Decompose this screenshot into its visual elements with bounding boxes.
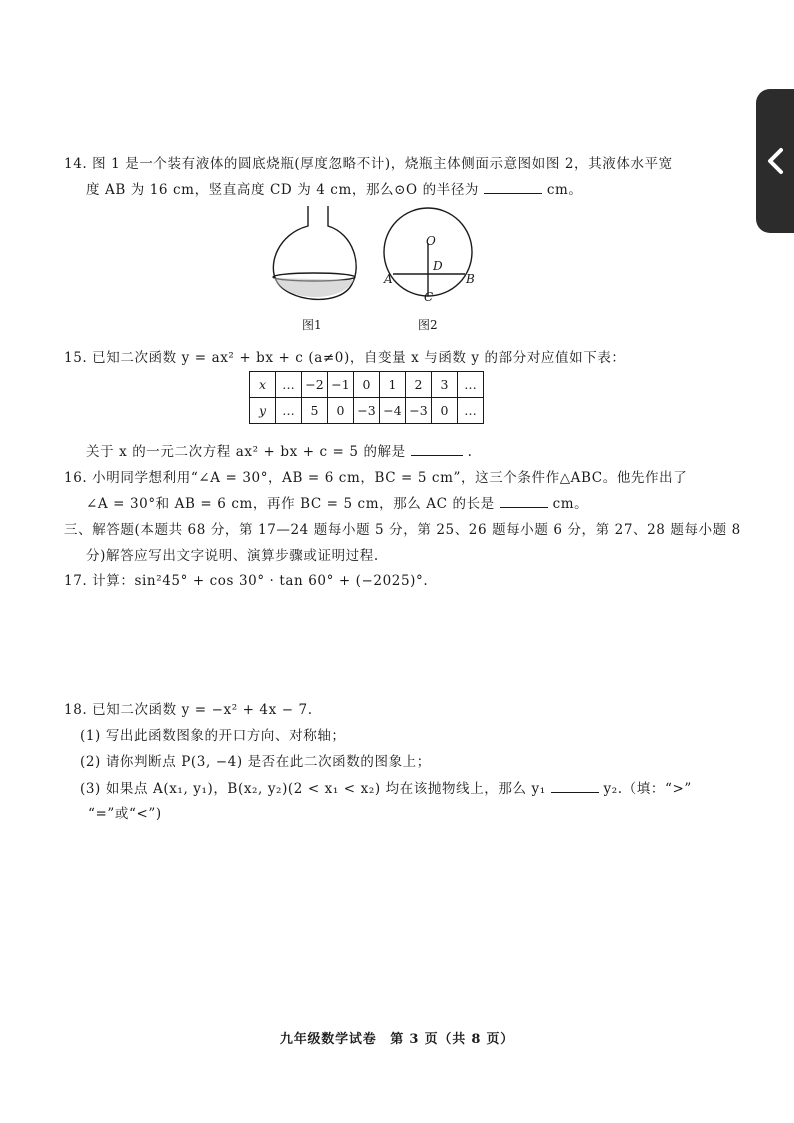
section3-heading: 三、解答题(本题共 68 分，第 17—24 题每小题 5 分，第 25、26 题每小题 6 分，第 27、28 题每小题 8 xyxy=(64,522,741,538)
table-cell: 0 xyxy=(354,372,380,398)
table-cell: … xyxy=(458,372,484,398)
point-a-label: A xyxy=(384,272,393,286)
q16-answer-blank xyxy=(500,495,548,508)
q18-answer-blank xyxy=(551,780,599,793)
table-cell: −1 xyxy=(328,372,354,398)
table-cell: x xyxy=(250,372,276,398)
table-row-x xyxy=(250,372,484,398)
table-cell: … xyxy=(458,398,484,424)
table-cell: … xyxy=(276,372,302,398)
q18-part3-line2: “=”或“<”) xyxy=(88,806,162,822)
q16-unit: cm。 xyxy=(552,496,589,512)
table-cell: −4 xyxy=(380,398,406,424)
table-cell: 1 xyxy=(380,372,406,398)
table-row-y xyxy=(250,398,484,424)
table-cell: −3 xyxy=(354,398,380,424)
q14-line1: 14. 图 1 是一个装有液体的圆底烧瓶(厚度忽略不计)，烧瓶主体侧面示意图如图 2，其液体水平宽 xyxy=(64,156,673,172)
q15-question-text: 关于 x 的一元二次方程 ax² + bx + c = 5 的解是 xyxy=(86,444,406,460)
q18-part2: (2) 请你判断点 P(3, −4) 是否在此二次函数的图象上； xyxy=(80,754,431,770)
q14-line2 xyxy=(86,178,583,198)
chevron-left-icon xyxy=(764,147,788,175)
q16-line2 xyxy=(86,492,588,512)
q18-part3 xyxy=(80,777,692,797)
q14-unit: cm。 xyxy=(546,182,583,198)
q17-text: 17. 计算：sin²45° + cos 30° · tan 60° + (−2025)°. xyxy=(64,573,429,589)
table-cell: 2 xyxy=(406,372,432,398)
table-cell: −2 xyxy=(302,372,328,398)
flask-figure xyxy=(273,206,356,299)
q14-line2-text: 度 AB 为 16 cm，竖直高度 CD 为 4 cm，那么⊙O 的半径为 xyxy=(86,182,480,198)
q15-question-end: . xyxy=(467,444,473,460)
q15-question xyxy=(86,440,472,460)
table-cell: 5 xyxy=(302,398,328,424)
q14-figures xyxy=(262,204,492,312)
q14-answer-blank xyxy=(484,181,542,194)
table-cell: −3 xyxy=(406,398,432,424)
table-cell: 0 xyxy=(432,398,458,424)
q15-value-table xyxy=(249,371,484,424)
table-cell: … xyxy=(276,398,302,424)
table-cell: 0 xyxy=(328,398,354,424)
q18-part1: (1) 写出此函数图象的开口方向、对称轴； xyxy=(80,728,346,744)
side-collapse-tab[interactable] xyxy=(756,89,794,233)
q18-part3-hint: y₂.（填：“>” xyxy=(603,781,692,797)
q18-intro: 18. 已知二次函数 y = −x² + 4x − 7. xyxy=(64,702,313,718)
page-footer: 九年级数学试卷 第 3 页（共 8 页） xyxy=(279,1032,515,1047)
q15-intro: 15. 已知二次函数 y = ax² + bx + c (a≠0)，自变量 x 与函数 y 的部分对应值如下表： xyxy=(64,350,626,366)
point-o-label: O xyxy=(426,234,436,248)
point-d-label: D xyxy=(433,259,443,273)
q16-line1: 16. 小明同学想利用“∠A = 30°，AB = 6 cm，BC = 5 cm”，这三个条件作△ABC。他先作出了 xyxy=(64,470,688,486)
figure1-caption: 图1 xyxy=(302,318,322,332)
point-c-label: C xyxy=(424,290,434,304)
point-b-label: B xyxy=(466,272,475,286)
section3-instructions: 分)解答应写出文字说明、演算步骤或证明过程. xyxy=(86,548,379,564)
table-cell: 3 xyxy=(432,372,458,398)
circle-diagram xyxy=(384,208,472,296)
q18-part3-text: (3) 如果点 A(x₁, y₁)，B(x₂, y₂)(2 < x₁ < x₂) 均在该抛物线上，那么 y₁ xyxy=(80,781,546,797)
q15-answer-blank xyxy=(411,443,463,456)
q16-line2-text: ∠A = 30°和 AB = 6 cm，再作 BC = 5 cm，那么 AC 的长是 xyxy=(86,496,495,512)
figure2-caption: 图2 xyxy=(418,318,438,332)
table-cell: y xyxy=(250,398,276,424)
